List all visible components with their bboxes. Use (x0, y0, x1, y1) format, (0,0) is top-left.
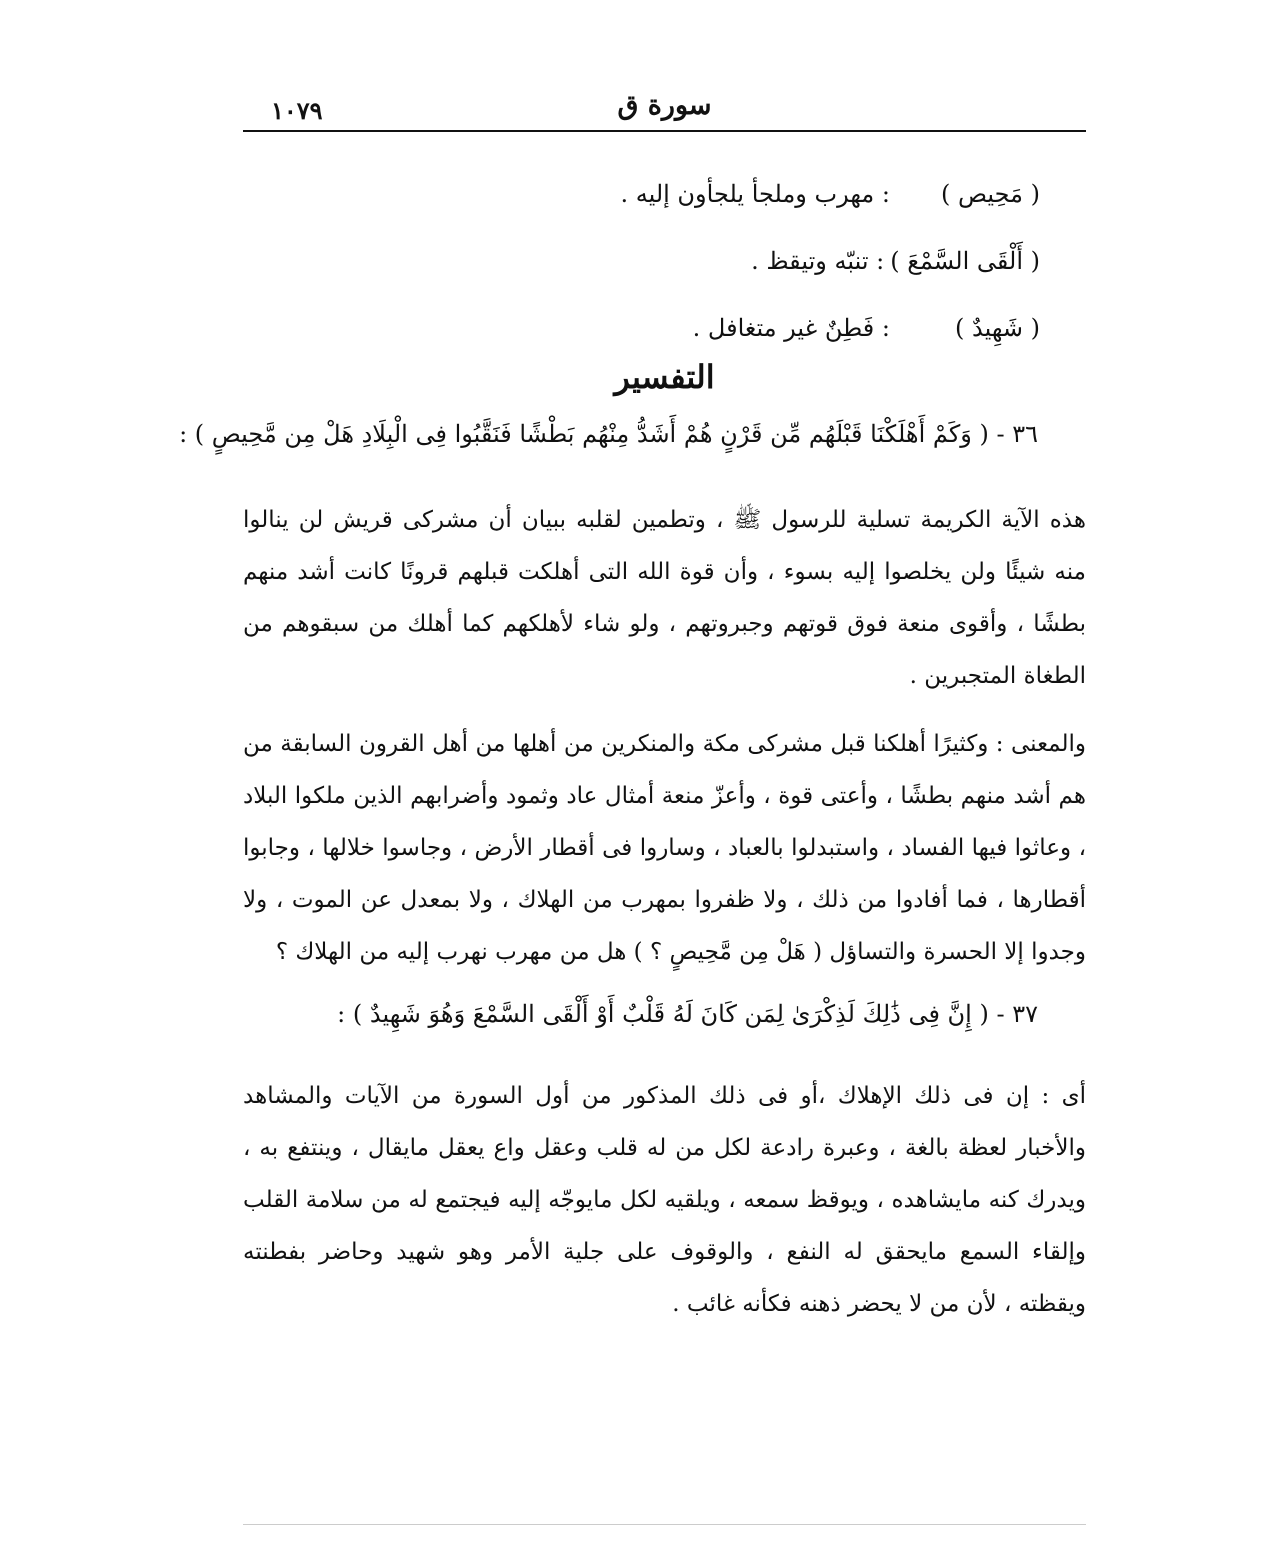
verse-heading: ٣٧ - ( إِنَّ فِى ذَٰلِكَ لَذِكْرَىٰ لِمَن كَانَ لَهُ قَلْبٌ أَوْ أَلْقَى السَّمْعَ وَهُوَ شَهِيدٌ ) : (337, 1000, 1038, 1028)
surah-title: سورة ق (617, 90, 712, 121)
glossary-definition: : مهرب وملجأ يلجأون إليه . (620, 179, 890, 208)
glossary-term: ( أَلْقَى السَّمْعَ ) (890, 246, 1040, 275)
glossary-definition: : فَطِنٌ غير متغافل . (692, 313, 890, 342)
commentary-paragraph: أى : إن فى ذلك الإهلاك ،أو فى ذلك المذكور من أول السورة من الآيات والمشاهد والأخبار لعظة بالغة ، وعبرة رادعة لكل من له قلب وعقل واع يعقل مايقال ، وينتفع به ، ويدرك كنه مايشاهده ، ويوقظ سمعه ، ويلقيه لكل مايوجّه إليه فيجتمع له من سلامة القلب وإلقاء السمع مايحقق له النفع ، والوقوف على جلية الأمر وهو شهيد وحاضر بفطنته ويقظته ، لأن من لا يحضر ذهنه فكأنه غائب . (243, 1083, 1086, 1317)
scan-edge-line (243, 1524, 1086, 1525)
verse-heading: ٣٦ - ( وَكَمْ أَهْلَكْنَا قَبْلَهُم مِّن قَرْنٍ هُمْ أَشَدُّ مِنْهُم بَطْشًا فَنَقَّبُوا فِى الْبِلَادِ هَلْ مِن مَّحِيصٍ ) : (179, 420, 1038, 448)
commentary-paragraph: هذه الآية الكريمة تسلية للرسول ﷺ ، وتطمين لقلبه ببيان أن مشركى قريش لن ينالوا منه شيئًا ولن يخلصوا إليه بسوء ، وأن قوة الله التى أهلكت قبلهم قرونًا كانت أشد منهم بطشًا ، وأقوى منعة فوق قوتهم وجبروتهم ، ولو شاء لأهلكهم كما أهلك من سبقوهم من الطغاة المتجبرين . (243, 507, 1086, 689)
header-divider (243, 130, 1086, 132)
glossary-term: ( مَحِيص ) (941, 179, 1040, 208)
commentary-paragraph: والمعنى : وكثيرًا أهلكنا قبل مشركى مكة والمنكرين من أهلها من أهل القرون السابقة من هم أشد منهم بطشًا ، وأعتى قوة ، وأعزّ منعة أمثال عاد وثمود وأضرابهم الذين ملكوا البلاد ، وعاثوا فيها الفساد ، واستبدلوا بالعباد ، وساروا فى أقطار الأرض ، وجاسوا خلالها ، وجابوا أقطارها ، فما أفادوا من ذلك ، ولا ظفروا بمهرب من الهلاك ، ولا بمعدل عن الموت ، ولا وجدوا إلا الحسرة والتساؤل ( هَلْ مِن مَّحِيصٍ ؟ ) هل من مهرب نهرب إليه من الهلاك ؟ (243, 731, 1086, 965)
section-heading: التفسير (614, 358, 715, 396)
glossary-term: ( شَهِيدٌ ) (955, 313, 1040, 342)
glossary-item (500, 160, 1040, 227)
glossary-definition: : تنبّه وتيقظ . (751, 246, 885, 275)
page-number: ١٠٧٩ (271, 96, 323, 125)
glossary-item (500, 227, 1040, 294)
page-header (243, 88, 1086, 128)
glossary-item (500, 294, 1040, 361)
glossary-list (500, 160, 1040, 361)
